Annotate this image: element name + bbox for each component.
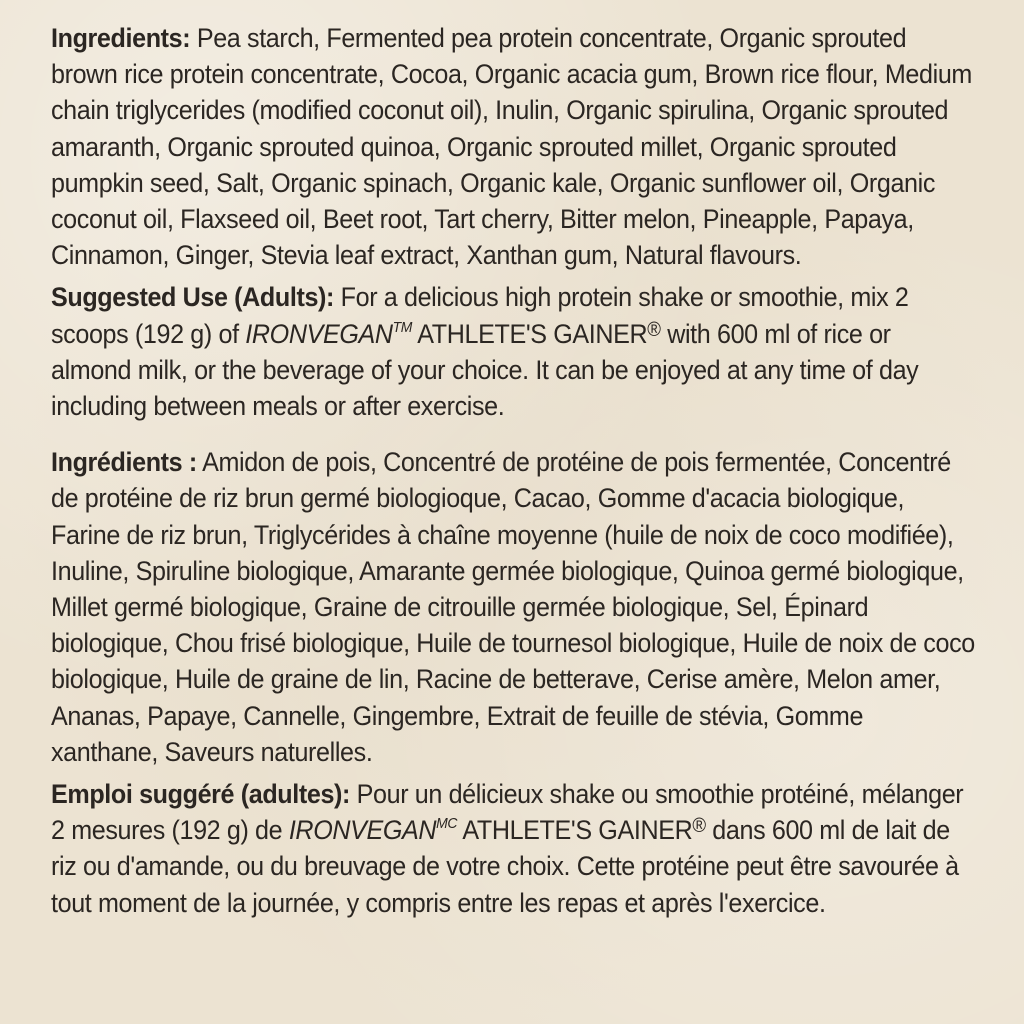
brand-name-french: IRONVEGAN bbox=[288, 815, 437, 846]
registered-mark-french: ® bbox=[692, 815, 706, 838]
brand-name-english: IRONVEGAN bbox=[245, 318, 393, 349]
ingredients-english-heading: Ingredients: bbox=[51, 23, 191, 53]
suggested-use-english-text-start: For a delicious high protein shake or smoothie, mix 2 scoops (192 g) of bbox=[51, 282, 909, 349]
suggested-use-english-text-end: with 600 ml of rice or almond milk, or the beverage of your choice. It can be enjoyed at any time of day including between meals or after exercise. bbox=[51, 318, 919, 422]
ingredients-french-text: Amidon de pois, Concentré de protéine de pois fermentée, Concentré de protéine de riz brun germé biologioque, Cacao, Gomme d'acacia biologique, Farine de riz brun, Triglycérides à chaîne moyenne (huile de noix de coco modifiée), Inuline, Spiruline biologique, Amarante germée biologique, Quinoa germé biologique, Millet germé biologique, Graine de citrouille germée biologique, Sel, Épinard biologique, Chou frisé biologique, Huile de tournesol biologique, Huile de noix de coco biologique, Huile de graine de lin, Racine de betterave, Cerise amère, Melon amer, Ananas, Papaye, Cannelle, Gingembre, Extrait de feuille de stévia, Gomme xanthane, Saveurs naturelles. bbox=[51, 447, 975, 767]
suggested-use-english-paragraph bbox=[51, 279, 975, 424]
product-name-french: ATHLETE'S GAINER bbox=[457, 815, 693, 846]
ingredients-english-paragraph bbox=[51, 20, 975, 273]
ingredients-french-paragraph bbox=[51, 444, 975, 770]
registered-mark-english: ® bbox=[647, 318, 661, 341]
trademark-mark-french: MC bbox=[436, 815, 458, 833]
suggested-use-french-text-start: Pour un délicieux shake ou smoothie protéiné, mélanger 2 mesures (192 g) de bbox=[51, 779, 964, 846]
product-label-panel bbox=[51, 20, 976, 921]
ingredients-french-heading: Ingrédients : bbox=[51, 447, 197, 478]
ingredients-english-text: Pea starch, Fermented pea protein concentrate, Organic sprouted brown rice protein concentrate, Cocoa, Organic acacia gum, Brown rice flour, Medium chain triglycerides (modified coconut oil), Inulin, Organic spirulina, Organic sprouted amaranth, Organic sprouted quinoa, Organic sprouted millet, Organic sprouted pumpkin seed, Salt, Organic spinach, Organic kale, Organic sunflower oil, Organic coconut oil, Flaxseed oil, Beet root, Tart cherry, Bitter melon, Pineapple, Papaya, Cinnamon, Ginger, Stevia leaf extract, Xanthan gum, Natural flavours. bbox=[51, 23, 972, 271]
trademark-mark-english: TM bbox=[392, 318, 413, 336]
suggested-use-french-heading: Emploi suggéré (adultes): bbox=[51, 779, 351, 810]
suggested-use-english-heading: Suggested Use (Adults): bbox=[51, 282, 335, 313]
product-name-english: ATHLETE'S GAINER bbox=[412, 318, 648, 349]
suggested-use-french-paragraph bbox=[51, 776, 975, 921]
suggested-use-french-text-end: dans 600 ml de lait de riz ou d'amande, ou du breuvage de votre choix. Cette protéine peut être savourée à tout moment de la journée, y compris entre les repas et après l'exercice. bbox=[51, 815, 959, 918]
